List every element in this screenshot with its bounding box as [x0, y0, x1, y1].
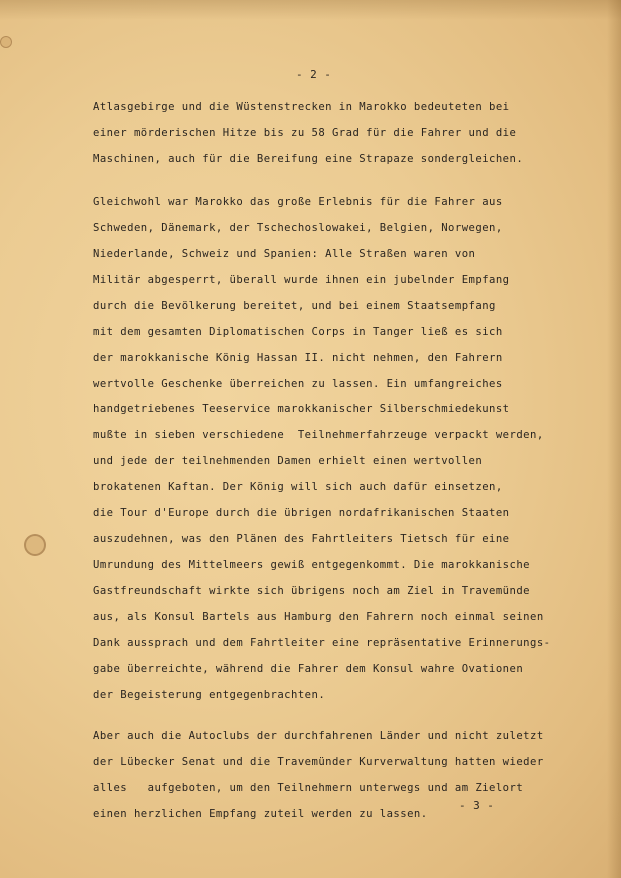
page-shadow-top — [0, 0, 621, 20]
paragraph-2-line-15: Umrundung des Mittelmeers gewiß entgegenkommt. Die marokkanische — [93, 559, 530, 571]
paragraph-3-line-2: der Lübecker Senat und die Travemünder Kurverwaltung hatten wieder — [93, 756, 544, 768]
paragraph-1-line-2: einer mörderischen Hitze bis zu 58 Grad für die Fahrer und die — [93, 127, 517, 139]
paragraph-2-line-14: auszudehnen, was den Plänen des Fahrtleiters Tietsch für eine — [93, 533, 510, 545]
paragraph-2-line-4: Militär abgesperrt, überall wurde ihnen ein jubelnder Empfang — [93, 274, 510, 286]
paragraph-2-line-5: durch die Bevölkerung bereitet, und bei einem Staatsempfang — [93, 300, 496, 312]
page-shadow-right — [607, 0, 621, 878]
page-number-top: - 2 - — [296, 68, 332, 81]
paragraph-2-line-19: gabe überreichte, während die Fahrer dem Konsul wahre Ovationen — [93, 663, 524, 675]
punch-hole-corner — [0, 36, 12, 48]
paragraph-2-line-16: Gastfreundschaft wirkte sich übrigens noch am Ziel in Travemünde — [93, 585, 530, 597]
paragraph-2-line-1: Gleichwohl war Marokko das große Erlebnis für die Fahrer aus — [93, 196, 503, 208]
paragraph-2-line-8: wertvolle Geschenke überreichen zu lassen. Ein umfangreiches — [93, 378, 503, 390]
paragraph-1-line-1: Atlasgebirge und die Wüstenstrecken in Marokko bedeuteten bei — [93, 101, 510, 113]
paragraph-2-line-3: Niederlande, Schweiz und Spanien: Alle Straßen waren von — [93, 248, 476, 260]
paragraph-2-line-12: brokatenen Kaftan. Der König will sich auch dafür einsetzen, — [93, 481, 503, 493]
paragraph-2-line-17: aus, als Konsul Bartels aus Hamburg den Fahrern noch einmal seinen — [93, 611, 544, 623]
paragraph-2-line-7: der marokkanische König Hassan II. nicht nehmen, den Fahrern — [93, 352, 503, 364]
paragraph-2-line-20: der Begeisterung entgegenbrachten. — [93, 689, 326, 701]
paragraph-2-line-9: handgetriebenes Teeservice marokkanischer Silberschmiedekunst — [93, 403, 510, 415]
page-number-bottom: - 3 - — [459, 799, 495, 812]
paragraph-2-line-10: mußte in sieben verschiedene Teilnehmerfahrzeuge verpackt werden, — [93, 429, 544, 441]
paragraph-3-line-3: alles aufgeboten, um den Teilnehmern unterwegs und am Zielort — [93, 782, 524, 794]
paragraph-2-line-13: die Tour d'Europe durch die übrigen nordafrikanischen Staaten — [93, 507, 510, 519]
punch-hole — [24, 534, 46, 556]
paragraph-1-line-3: Maschinen, auch für die Bereifung eine Strapaze sondergleichen. — [93, 153, 524, 165]
paragraph-3-line-1: Aber auch die Autoclubs der durchfahrenen Länder und nicht zuletzt — [93, 730, 544, 742]
paragraph-2-line-6: mit dem gesamten Diplomatischen Corps in Tanger ließ es sich — [93, 326, 503, 338]
paragraph-2-line-18: Dank aussprach und dem Fahrtleiter eine repräsentative Erinnerungs- — [93, 637, 551, 649]
paragraph-2-line-2: Schweden, Dänemark, der Tschechoslowakei, Belgien, Norwegen, — [93, 222, 503, 234]
paragraph-3-line-4: einen herzlichen Empfang zuteil werden zu lassen. — [93, 808, 428, 820]
paragraph-2-line-11: und jede der teilnehmenden Damen erhielt einen wertvollen — [93, 455, 483, 467]
